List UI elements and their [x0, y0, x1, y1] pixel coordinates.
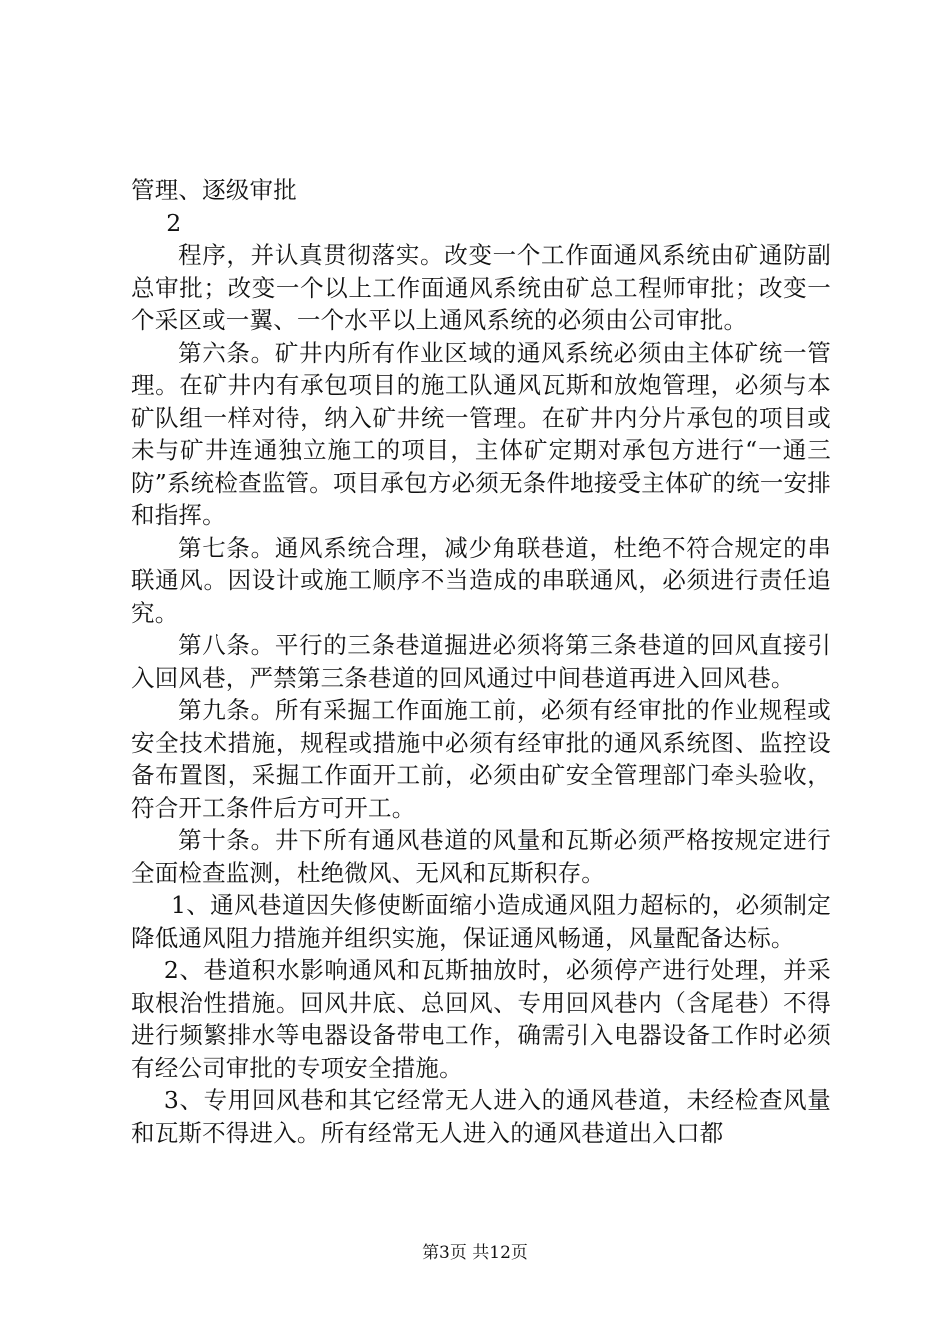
page-number-marker: 2	[166, 208, 182, 237]
paragraph-article-8: 第八条。平行的三条巷道掘进必须将第三条巷道的回风直接引入回风巷，严禁第三条巷道的回风通过中间巷道再进入回风巷。	[131, 631, 831, 692]
paragraph-article-10: 第十条。井下所有通风巷道的风量和瓦斯必须严格按规定进行全面检查监测，杜绝微风、无风和瓦斯积存。	[131, 826, 831, 887]
paragraph-article-6: 第六条。矿井内所有作业区域的通风系统必须由主体矿统一管理。在矿井内有承包项目的施工队通风瓦斯和放炮管理，必须与本矿队组一样对待，纳入矿井统一管理。在矿井内分片承包的项目或未与矿井连通独立施工的项目，主体矿定期对承包方进行“一通三防”系统检查监管。项目承包方必须无条件地接受主体矿的统一安排和指挥。	[131, 338, 831, 529]
body-text	[131, 174, 831, 1149]
paragraph-article-7: 第七条。通风系统合理，减少角联巷道，杜绝不符合规定的串联通风。因设计或施工顺序不当造成的串联通风，必须进行责任追究。	[131, 533, 831, 627]
paragraph-article-9: 第九条。所有采掘工作面施工前，必须有经审批的作业规程或安全技术措施，规程或措施中必须有经审批的通风系统图、监控设备布置图，采掘工作面开工前，必须由矿安全管理部门牵头验收，符合开工条件后方可开工。	[131, 696, 831, 822]
paragraph-continuation: 管理、逐级审批	[131, 176, 297, 204]
paragraph-item-3: 3、专用回风巷和其它经常无人进入的通风巷道，未经检查风量和瓦斯不得进入。所有经常无人进入的通风巷道出入口都	[131, 1086, 831, 1147]
paragraph-approval-procedure: 程序，并认真贯彻落实。改变一个工作面通风系统由矿通防副总审批；改变一个以上工作面通风系统由矿总工程师审批；改变一个采区或一翼、一个水平以上通风系统的必须由公司审批。	[131, 241, 831, 334]
paragraph-item-2: 2、巷道积水影响通风和瓦斯抽放时，必须停产进行处理，并采取根治性措施。回风井底、总回风、专用回风巷内（含尾巷）不得进行频繁排水等电器设备带电工作，确需引入电器设备工作时必须有经公司审批的专项安全措施。	[131, 956, 831, 1082]
page-number-label: 第3页 共12页	[422, 1243, 528, 1263]
paragraph-item-1: 1、通风巷道因失修使断面缩小造成通风阻力超标的，必须制定降低通风阻力措施并组织实施，保证通风畅通，风量配备达标。	[131, 891, 831, 952]
page-footer	[0, 1242, 950, 1264]
